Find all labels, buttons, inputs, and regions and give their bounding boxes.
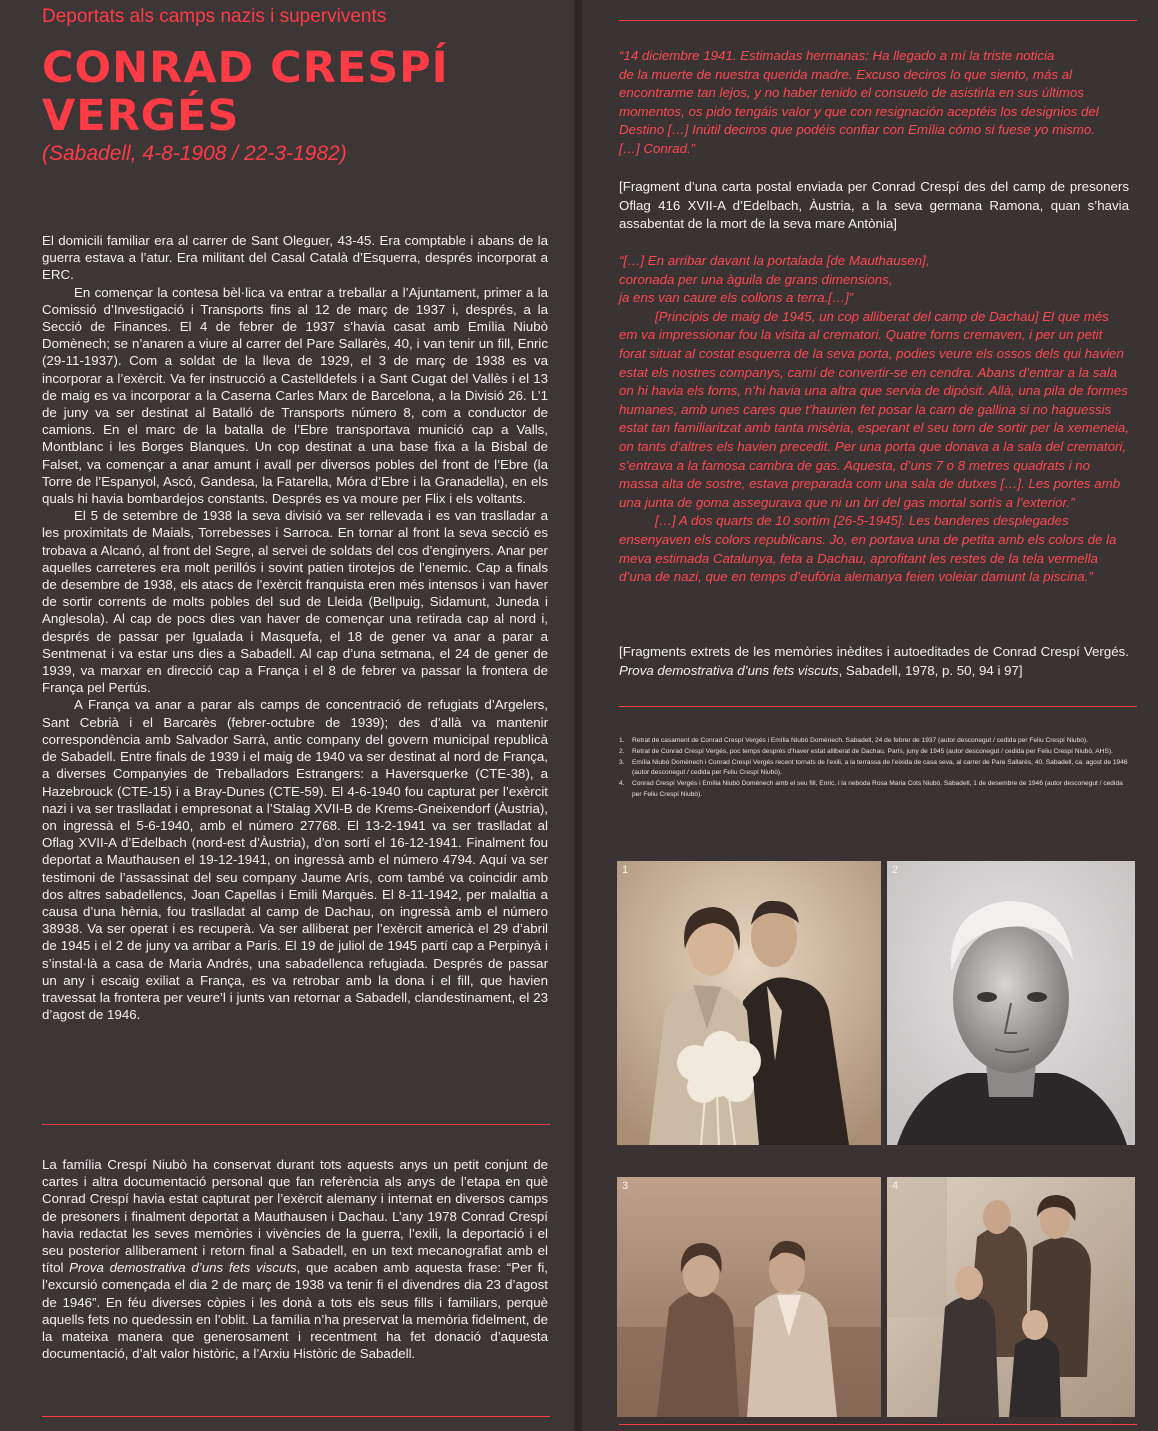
family-text [42,1156,548,1362]
portrait-photo [887,861,1135,1145]
letter-quote [619,47,1129,159]
caption-item [619,747,1129,758]
life-dates: (Sabadell, 4-8-1908 / 22-3-1982) [42,142,347,165]
family-text-start: La família Crespí Niubò ha conservat durant tots aquests anys un petit conjunt de cartes i altra documentació personal que fan referència als anys de l’etapa en què Conrad Crespí havia estat capturat per l’exèrcit alemany i internat en diversos camps de presoners i finalment deportat a Mauthausen i Dachau. L’any 1978 Conrad Crespí havia redactat les seves memòries i vivències de la guerra, l’exili, la deportació i el seu posterior alliberament i retorn final a Sabadell, en un text mecanografiat amb el títol [42,1157,548,1276]
caption-text: Conrad Crespí Vergés i Emília Niubò Domènech amb el seu fill, Enric, i la neboda Rosa Maria Cots Niubò. Sabadell, 1 de desembre de 1946 (autor desconegut / cedida per Feliu Crespí Niubò). [632,780,1123,798]
wedding-photo [617,861,881,1145]
memoir-source-start: [Fragments extrets de les memòries inèdites i autoeditades de Conrad Crespí Vergés. [619,644,1129,659]
quote-line: coronada per una àguila de grans dimensions, [619,271,893,287]
caption-item [619,736,1129,747]
divider-rule [619,706,1137,707]
caption-item [619,758,1129,780]
memoir-source-end: , Sabadell, 1978, p. 50, 94 i 97] [838,662,1023,678]
panel-gutter [574,0,582,1431]
quote-paragraph: […] A dos quarts de 10 sortim [26-5-1945]. Les banderes desplegades ensenyaven els colors republicans. Jo, en portava una de petita amb els colors de la meva estimada Catalunya, feta a Dachau, aprofitant les restes de la tela vermella d’una de nazi, que en temps d’eufòria alemanya feien voleiar damunt la piscina.” [619,513,1117,585]
caption-number: 4. [619,780,625,788]
memoir-quote [619,252,1129,587]
memoir-title: Prova demostrativa d’uns fets viscuts [69,1260,297,1276]
divider-rule [42,1124,550,1125]
section-label: Deportats als camps nazis i supervivents [42,6,387,27]
caption-item [619,779,1129,801]
quote-line: momentos, os pido tengáis valor y que con resignación aceptéis los designios del [619,103,1099,119]
terrace-photo [617,1177,881,1417]
photo-number: 3 [622,1180,629,1192]
family-text-end: , que acaben amb aquesta frase: “Per fi, l’excursió començada el dia 2 de març de 1938 va tenir fi el divendres dia 23 d’agost de 1946”. En féu diverses còpies i les donà a tots els seus fills i familiars, perquè aquells fets no quedessin en l’oblit. La família n’ha preservat la memòria fidelment, de la mateixa manera que generosament i recentment ha fet donació d’aquesta documentació, d’alt valor històric, a l’Arxiu Històric de Sabadell. [42,1260,548,1362]
memoir-source [619,643,1129,680]
biography-paragraph: A França va anar a parar als camps de concentració de refugiats d’Argelers, Sant Cebrià i el Barcarès (febrer-octubre de 1939); des d’allà va mantenir correspondència amb Salvador Sarrà, antic company del govern municipal republicà de Sabadell. Entre finals de 1939 i el maig de 1940 va ser destinat al nord de França, a diverses Companyies de Treballadors Estrangers: a Haversquerke (CTE-38), a Hazebrouck (CTE-15) i a Bray-Dunes (CTE-59). El 4-6-1940 fou capturat per l’exèrcit nazi i va ser traslladat i empresonat a l’Stalag XVII-B de Krems-Gneixendorf (Àustria), on ingressà el 5-6-1940, amb el número 27768. El 13-2-1941 va ser traslladat al Oflag XVII-A d’Edelbach (nord-est d’Àustria), d’on sortí el 16-12-1941. Finalment fou deportat a Mauthausen el 19-12-1941, on ingressà amb el número 4794. Aquí va ser testimoni de l’assassinat del seu company Jaume Arís, com també va coincidir amb dos altres sabadellencs, Joan Capellas i Emili Marquès. El 8-11-1942, per malaltia a causa d’una hèrnia, fou traslladat al camp de Dachau, on ingressà amb el número 38938. Va ser operat i es recuperà. Va ser alliberat per l’exèrcit americà el 29 d’abril de 1945 i el 2 de juny va arribar a París. El 19 de juliol de 1945 partí cap a Perpinyà i s’instal·là a casa de Maria Andrés, una sabadellenca refugiada. Després de passar un any i escaig exiliat a França, es va retrobar amb la dona i el fill, que havien travessat la frontera per veure’l i junts van retornar a Sabadell, clandestinament, el 23 d’agost de 1946. [42,697,548,1023]
caption-text: Retrat de Conrad Crespí Vergés, poc temps després d’haver estat alliberat de Dachau. París, juny de 1945 (autor desconegut / cedida per Feliu Crespí Niubò, AHS). [632,747,1113,755]
quote-line: de la muerte de nuestra querida madre. Excuso deciros lo que siento, más al [619,66,1073,82]
quote-line: encontrarme tan lejos, y no haber tenido el consuelo de asistirla en sus últimos [619,85,1084,101]
photo-number: 1 [622,864,629,876]
photo-number: 2 [892,864,899,876]
quote-line: “[…] En arribar davant la portalada [de Mauthausen], [619,253,930,268]
photo-number: 4 [892,1180,899,1192]
memoir-source-title: Prova demostrativa d’uns fets viscuts [619,662,839,678]
caption-text: Retrat de casament de Conrad Crespí Vergés i Emília Niubò Domènech. Sabadell, 24 de febrer de 1937 (autor desconegut / cedida per Feliu Crespí Niubò). [632,737,1088,744]
quote-line: “14 diciembre 1941. Estimadas hermanas: Ha llegado a mí la triste noticia [619,48,1055,63]
letter-source: [Fragment d’una carta postal enviada per Conrad Crespí des del camp de presoners Oflag 416 XVII-A d’Edelbach, Àustria, a la seva germana Ramona, quan s’havia assabentat de la mort de la seva mare Antònia] [619,179,1129,232]
page-title: CONRAD CRESPÍ VERGÉS [42,43,449,141]
photo-captions [619,736,1129,801]
quote-line: Destino […] Inútil deciros que podéis confiar con Emília cómo si fuese yo mismo. [619,122,1095,138]
caption-number: 3. [619,758,625,766]
biography-paragraph: En començar la contesa bèl·lica va entrar a treballar a l’Ajuntament, primer a la Comissió d’Investigació i Transports fins al 12 de març de 1937 i, després, a la Secció de Finances. El 4 de febrer de 1937 s’havia casat amb Emília Niubò Domènech; se n’anaren a viure al carrer del Pare Sallarès, 40, i van tenir un fill, Enric (29-11-1937). Com a soldat de la lleva de 1929, el 3 de març de 1938 es va incorporar a l’exèrcit. Va fer instrucció a Castelldefels i a Sant Cugat del Vallès i el 13 de maig es va incorporar a la Caserna Carles Marx de Barcelona, a la Divisió 26. L’1 de juny va ser destinat al Batalló de Transports número 8, com a conductor de camions. En el marc de la batalla de l’Ebre transportava munició cap a Valls, Montblanc i les Borges Blanques. Un cop destinat a una base fixa a la Bisbal de Falset, va començar a anar amunt i avall per diversos pobles del front de l’Ebre (la Torre de l’Espanyol, Ascó, Gandesa, la Fatarella, Móra d’Ebre i la Granadella), en els quals hi havia bombardejos constants. Després es va moure per Flix i els voltants. [42,284,548,507]
caption-number: 1. [619,737,625,744]
quote-paragraph: [Principis de maig de 1945, un cop alliberat del camp de Dachau] El que més em va impressionar fou la visita al crematori. Quatre forns cremaven, i per un petit forat situat al costat esquerra de la seva porta, podies veure els ossos dels qui havien estat els nostres companys, camí de convertir-se en cendra. Abans d’entrar a la sala on hi havia els forns, n’hi havia una altra que servia de dipòsit. Allà, una pila de formes humanes, amb unes cares que t’haurien fet posar la carn de gallina si no haguessis estat tan familiaritzat amb tanta misèria, esperant el seu torn de sortir per la xemeneia, on tants d’altres els havien precedit. Per una porta que donava a la sala del crematori, s’entrava a la famosa cambra de gas. Aquesta, d’uns 7 o 8 metres quadrats i no massa alta de sostre, estava preparada com una sala de dutxes […]. Les portes amb una junta de goma assegurava que ni un bri del gas mortal sortís a l’exterior.” [619,308,1129,510]
divider-rule [619,1424,1137,1425]
biography-paragraph: El domicili familiar era al carrer de Sant Oleguer, 43-45. Era comptable i abans de la guerra estava a l’atur. Era militant del Casal Català d’Esquerra, després incorporat a ERC. [42,233,548,283]
quote-line: […] Conrad.” [619,140,696,156]
family-photo [887,1177,1135,1417]
family-paragraph [42,1156,548,1362]
divider-rule [42,1416,550,1417]
caption-text: Emília Niubò Domènech i Conrad Crespí Vergés recent tornats de l’exili, a la terrassa de l’eixida de casa seva, al carrer de Pare Sallarès, 40. Sabadell, ca. agost de 1946 (autor desconegut / cedida per Feliu Crespí Niubò). [632,758,1128,777]
divider-rule [619,20,1137,21]
biography-paragraph: El 5 de setembre de 1938 la seva divisió va ser rellevada i es van traslladar a les proximitats de Maials, Torrebesses i Sarroca. En tornar al front la seva secció es trobava a Alcanó, al front del Segre, al servei de soldats del cos d’enginyers. Anar per aquelles carreteres era molt perillós i sovint patien tirotejos de l’enemic. Cap a finals de desembre de 1938, els atacs de l’exèrcit franquista eren més intensos i van haver de sortir corrents de molts pobles del sud de Lleida (Bellpuig, Sidamunt, Juneda i Anglesola). Al cap de pocs dies van haver de començar una retirada cap al nord i, després de passar per Igualada i Masquefa, el 18 de gener va anar a parar a Sentmenat i va estar uns dies a Sabadell. Al cap d’una setmana, el 24 de gener de 1939, va marxar en direcció cap a França i el 8 de febrer va passar la frontera de França pel Pertús. [42,508,548,696]
biography-text [42,232,548,1023]
quote-line: ja ens van caure els collons a terra.[…]” [619,290,854,306]
caption-number: 2. [619,747,625,755]
